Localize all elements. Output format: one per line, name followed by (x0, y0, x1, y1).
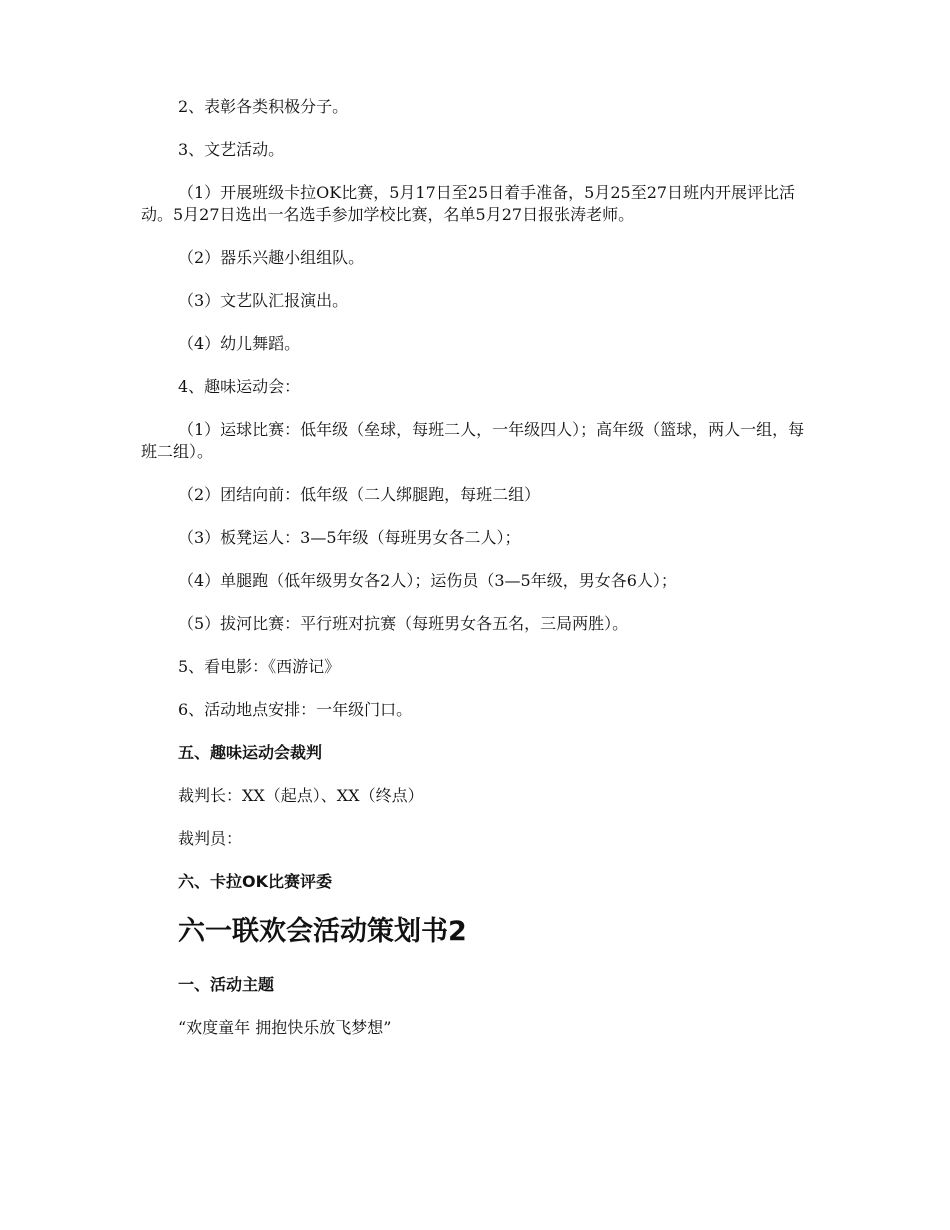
paragraph-arts: 3、文艺活动。 (178, 140, 285, 159)
paragraph-karaoke: （1）开展班级卡拉OK比赛，5月17日至25日着手准备，5月25至27日班内开展评比活动。5月27日选出一名选手参加学校比赛，名单5月27日报张涛老师。 (141, 183, 796, 224)
paragraph-commend: 2、表彰各类积极分子。 (178, 97, 349, 116)
paragraph-oneleg: （4）单腿跑（低年级男女各2人）；运伤员（3—5年级，男女各6人）； (178, 571, 677, 590)
paragraph-bench: （3）板凳运人：3—5年级（每班男女各二人）； (178, 528, 521, 547)
document-body (141, 96, 811, 1060)
heading-theme: 一、活动主题 (178, 975, 275, 994)
heading-judges: 六、卡拉OK比赛评委 (178, 872, 333, 891)
paragraph-unity: （2）团结向前：低年级（二人绑腿跑，每班二组） (178, 485, 541, 504)
paragraph-theme: “欢度童年 拥抱快乐放飞梦想” (178, 1018, 392, 1037)
heading-referees: 五、趣味运动会裁判 (178, 743, 323, 762)
paragraph-dance: （4）幼儿舞蹈。 (178, 334, 301, 353)
paragraph-ball: （1）运球比赛：低年级（垒球，每班二人，一年级四人）；高年级（篮球，两人一组，每班二组）。 (141, 420, 805, 461)
paragraph-sports: 4、趣味运动会： (178, 377, 301, 396)
paragraph-location: 6、活动地点安排：一年级门口。 (178, 700, 413, 719)
paragraph-performance: （3）文艺队汇报演出。 (178, 291, 349, 310)
paragraph-instrument: （2）器乐兴趣小组组队。 (178, 248, 365, 267)
paragraph-referees: 裁判员： (178, 829, 243, 848)
paragraph-movie: 5、看电影：《西游记》 (178, 657, 341, 676)
paragraph-head-referee: 裁判长：XX（起点）、XX（终点） (178, 786, 424, 805)
paragraph-tug: （5）拔河比赛：平行班对抗赛（每班男女各五名，三局两胜）。 (178, 614, 629, 633)
document-title: 六一联欢会活动策划书2 (178, 916, 467, 947)
